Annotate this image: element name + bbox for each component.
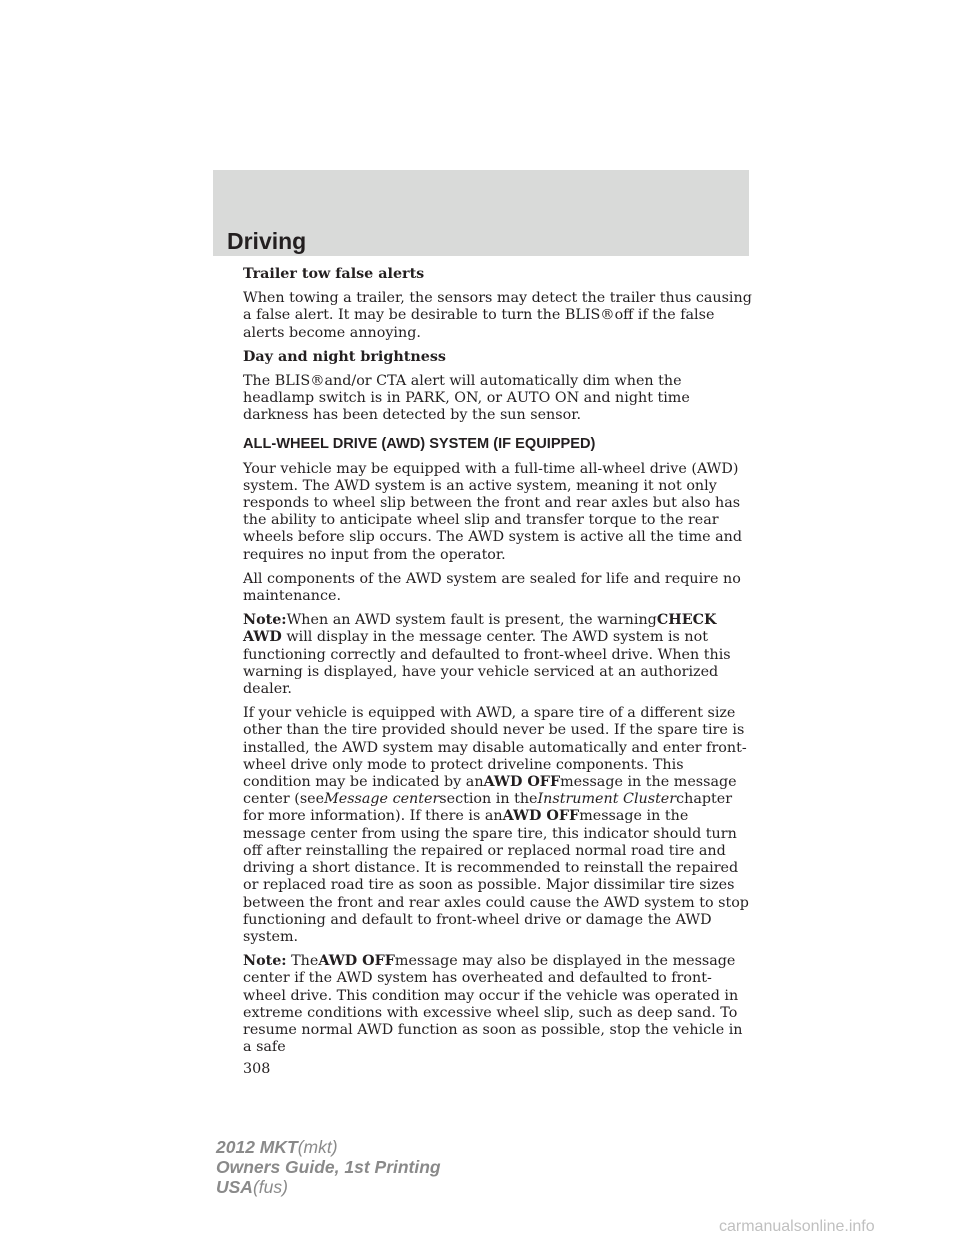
section-header <box>213 170 749 256</box>
cross-reference: Instrument Cluster <box>537 791 677 808</box>
page-number: 308 <box>243 1061 271 1078</box>
note-text: When an AWD system fault is present, the warning <box>286 612 657 629</box>
brightness-heading: Day and night brightness <box>243 348 446 365</box>
note-check-awd <box>243 612 753 698</box>
print-footer <box>216 1137 441 1197</box>
footer-model: 2012 MKT <box>216 1137 298 1157</box>
awd-maintenance-paragraph: All components of the AWD system are sealed for life and require no maintenance. <box>243 570 741 605</box>
footer-region: USA <box>216 1177 253 1197</box>
section-title: Driving <box>227 228 307 254</box>
note-awd-off <box>243 953 753 1056</box>
brightness-paragraph: The BLIS®and/or CTA alert will automatically dim when the headlamp switch is in PARK, ON, or AUTO ON and night time darkness has been detected by the sun sensor. <box>243 373 690 424</box>
paragraph-text: chapter for more information). If there is an <box>243 791 733 825</box>
awd-intro-paragraph: Your vehicle may be equipped with a full-time all-wheel drive (AWD) system. The AWD system is an active system, meaning it not only responds to wheel slip between the front and rear axles but also has the ability to anticipate wheel slip and transfer torque to the rear wheels before slip occurs. The AWD system is active all the time and requires no input from the operator. <box>243 460 743 563</box>
footer-model-line <box>216 1137 441 1157</box>
watermark: carmanualsonline.info <box>719 1218 875 1235</box>
trailer-paragraph: When towing a trailer, the sensors may detect the trailer thus causing a false alert. It may be desirable to turn the BLIS®off if the false alerts become annoying. <box>243 290 752 341</box>
footer-guide: Owners Guide, 1st Printing <box>216 1157 441 1177</box>
awd-off-message: AWD OFF <box>318 953 395 970</box>
page-content <box>243 266 753 1079</box>
note-text: The <box>286 953 319 970</box>
awd-heading: ALL-WHEEL DRIVE (AWD) SYSTEM (IF EQUIPPED) <box>243 435 596 452</box>
footer-region-line <box>216 1177 441 1197</box>
note-label: Note: <box>243 612 287 629</box>
paragraph-text: section in the <box>439 791 538 808</box>
paragraph-text: message in the message center (see <box>243 774 737 808</box>
footer-region-code: (fus) <box>252 1177 288 1197</box>
trailer-heading: Trailer tow false alerts <box>243 266 425 282</box>
paragraph-text: If your vehicle is equipped with AWD, a spare tire of a different size other than the tire provided should never be used. If the spare tire is installed, the AWD system may disable automatically and enter front-wheel drive only mode to protect driveline components. This condition may be indicated by an <box>243 705 747 791</box>
awd-off-message: AWD OFF <box>483 774 561 791</box>
check-awd-message: CHECK AWD <box>243 612 717 646</box>
note-text: message may also be displayed in the message center if the AWD system has overheated and defaulted to front-wheel drive. This condition may occur if the vehicle was operated in extreme conditions with excessive wheel slip, such as deep sand. To resume normal AWD function as soon as possible, stop the vehicle in a safe <box>243 953 743 1056</box>
awd-off-message: AWD OFF <box>502 808 580 825</box>
cross-reference: Message center <box>324 791 440 808</box>
spare-tire-paragraph <box>243 705 753 946</box>
note-label: Note: <box>243 953 287 970</box>
note-text: will display in the message center. The AWD system is not functioning correctly and defaulted to front-wheel drive. When this warning is displayed, have your vehicle serviced at an authorized dealer. <box>243 629 731 698</box>
footer-model-code: (mkt) <box>297 1137 338 1157</box>
paragraph-text: message in the message center from using the spare tire, this indicator should turn off after reinstalling the repaired or replaced normal road tire and driving a short distance. It is recommended to reinstall the repaired or replaced road tire as soon as possible. Major dissimilar tire sizes between the front and rear axles could cause the AWD system to stop functioning and default to front-wheel drive or damage the AWD system. <box>243 808 749 945</box>
